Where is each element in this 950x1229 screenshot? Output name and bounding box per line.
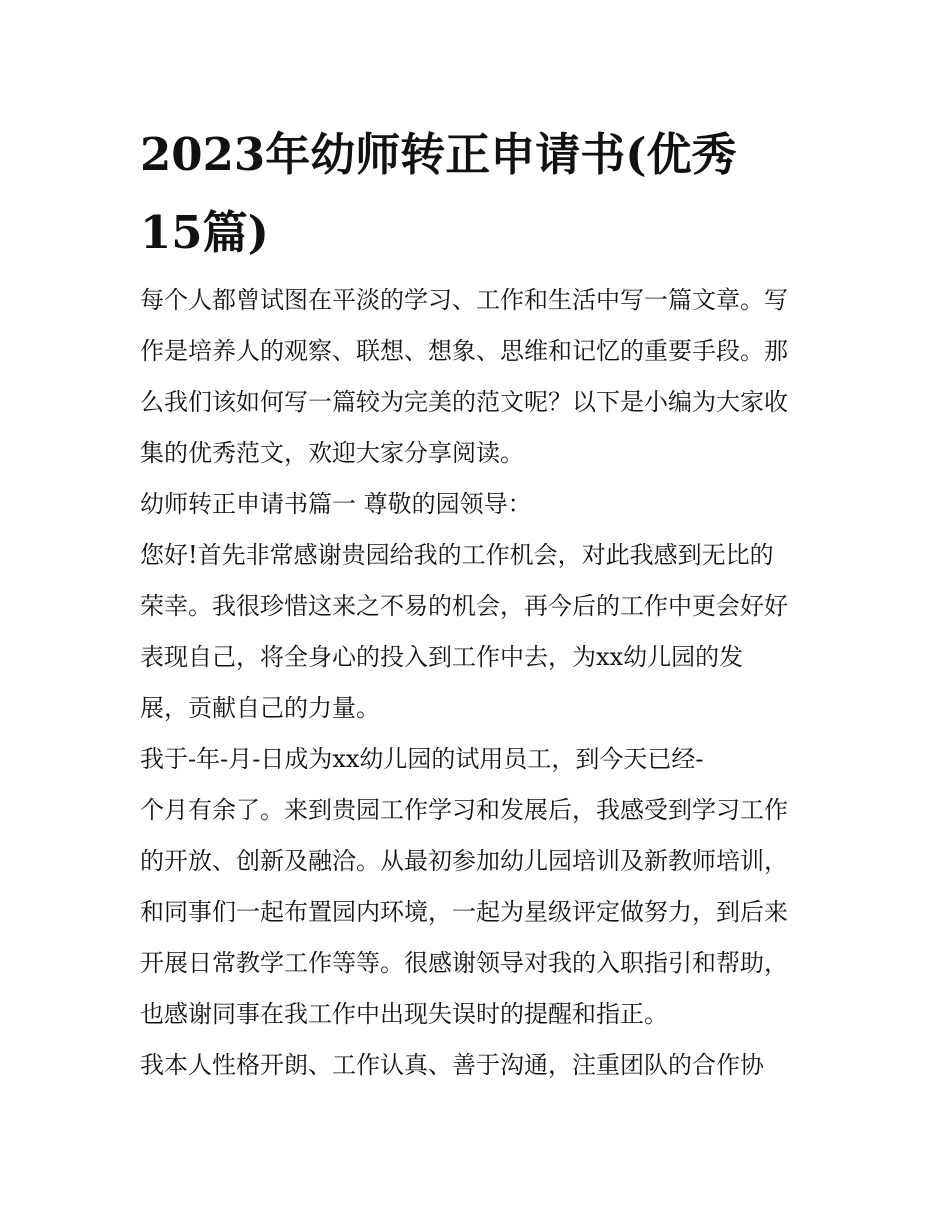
document-body xyxy=(140,275,830,1091)
text-line: 集的优秀范文，欢迎大家分享阅读。 xyxy=(140,439,524,467)
text-line: 作是培养人的观察、联想、想象、思维和记忆的重要手段。那 xyxy=(140,337,788,365)
text-line: 表现自己，将全身心的投入到工作中去，为xx幼儿园的发 xyxy=(140,643,744,671)
text-line: 开展日常教学工作等等。很感谢领导对我的入职指引和帮助， xyxy=(140,949,788,977)
title-line: 2023年幼师转正申请书(优秀 xyxy=(140,128,737,181)
text-line: 我本人性格开朗、工作认真、善于沟通，注重团队的合作协 xyxy=(140,1051,764,1079)
document-title xyxy=(140,116,820,272)
text-line: 我于-年-月-日成为xx幼儿园的试用员工，到今天已经- xyxy=(140,745,704,773)
text-line: 每个人都曾试图在平淡的学习、工作和生活中写一篇文章。写 xyxy=(140,286,788,314)
text-line: 荣幸。我很珍惜这来之不易的机会，再今后的工作中更会好好 xyxy=(140,592,788,620)
text-line: 您好!首先非常感谢贵园给我的工作机会，对此我感到无比的 xyxy=(140,541,774,569)
text-line: 展，贡献自己的力量。 xyxy=(140,694,380,722)
title-line: 15篇) xyxy=(140,206,269,259)
text-line: 也感谢同事在我工作中出现失误时的提醒和指正。 xyxy=(140,1000,668,1028)
text-line: 和同事们一起布置园内环境，一起为星级评定做努力，到后来 xyxy=(140,898,788,926)
text-line: 么我们该如何写一篇较为完美的范文呢？以下是小编为大家收 xyxy=(140,388,788,416)
text-line: 个月有余了。来到贵园工作学习和发展后，我感受到学习工作 xyxy=(140,796,788,824)
section-heading: 幼师转正申请书篇一 尊敬的园领导： xyxy=(140,490,532,518)
text-line: 的开放、创新及融洽。从最初参加幼儿园培训及新教师培训， xyxy=(140,847,788,875)
